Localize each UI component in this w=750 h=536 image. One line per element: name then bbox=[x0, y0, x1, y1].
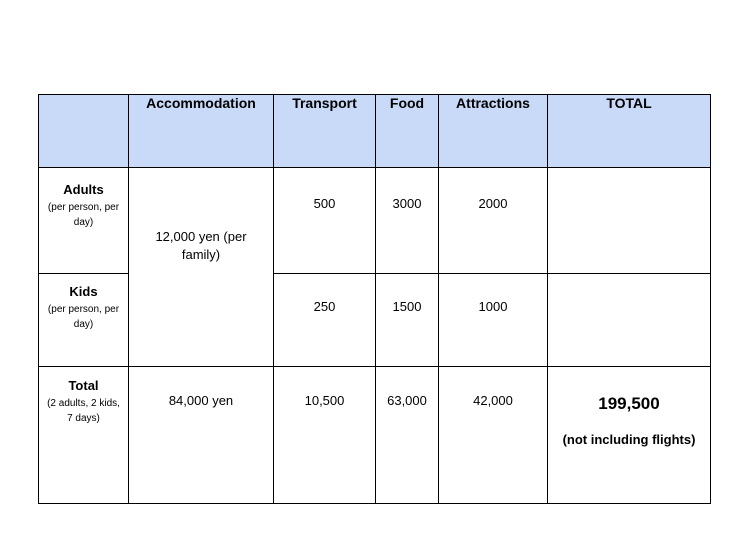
row-label-text: Kids bbox=[69, 284, 98, 299]
row-label-adults bbox=[39, 168, 129, 274]
cell-adults-transport: 500 bbox=[274, 168, 376, 274]
header-attractions: Attractions bbox=[439, 95, 548, 168]
table-row-adults bbox=[39, 168, 711, 274]
header-row bbox=[39, 95, 711, 168]
row-label-kids bbox=[39, 274, 129, 367]
grand-total-note: (not including flights) bbox=[562, 432, 696, 447]
grand-total-value: 199,500 bbox=[598, 394, 660, 413]
row-label-subtext: (2 adults, 2 kids, 7 days) bbox=[47, 398, 120, 424]
row-label-subtext: (per person, per day) bbox=[47, 304, 120, 330]
row-label-text: Adults bbox=[63, 182, 104, 197]
cell-accommodation-per-family: 12,000 yen (per family) bbox=[129, 168, 274, 367]
cell-grand-total bbox=[548, 367, 711, 504]
cell-adults-total bbox=[548, 168, 711, 274]
cell-total-attractions: 42,000 bbox=[439, 367, 548, 504]
row-label-text: Total bbox=[68, 378, 99, 393]
cell-kids-food: 1500 bbox=[376, 274, 439, 367]
cell-total-food: 63,000 bbox=[376, 367, 439, 504]
cell-kids-attractions: 1000 bbox=[439, 274, 548, 367]
header-blank-cell bbox=[39, 95, 129, 168]
row-label-total bbox=[39, 367, 129, 504]
header-transport: Transport bbox=[274, 95, 376, 168]
header-total: TOTAL bbox=[548, 95, 711, 168]
cell-adults-food: 3000 bbox=[376, 168, 439, 274]
table-row-total bbox=[39, 367, 711, 504]
cell-total-transport: 10,500 bbox=[274, 367, 376, 504]
cell-total-accommodation: 84,000 yen bbox=[129, 367, 274, 504]
cell-kids-total bbox=[548, 274, 711, 367]
travel-budget-table bbox=[38, 94, 711, 504]
header-food: Food bbox=[376, 95, 439, 168]
cell-adults-attractions: 2000 bbox=[439, 168, 548, 274]
header-accommodation: Accommodation bbox=[129, 95, 274, 168]
cell-kids-transport: 250 bbox=[274, 274, 376, 367]
row-label-subtext: (per person, per day) bbox=[47, 202, 120, 228]
